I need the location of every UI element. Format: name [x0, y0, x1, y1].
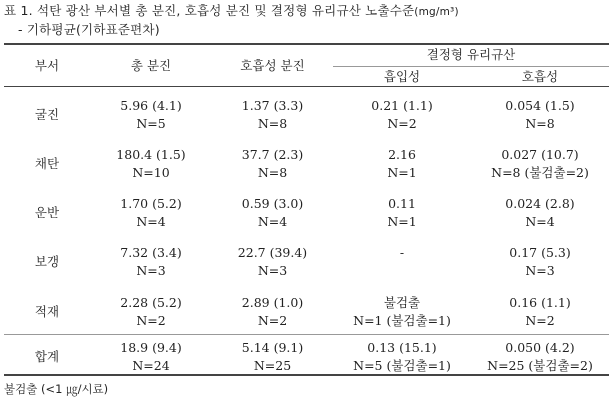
cell-count: N=25 (불검출=2)	[487, 358, 593, 373]
cell-value: 0.59 (3.0)	[241, 196, 304, 211]
cell-value: 7.32 (3.4)	[120, 245, 182, 260]
cell-value: 2.28 (5.2)	[120, 295, 182, 310]
cell-value: -	[399, 245, 405, 260]
row-label: 합계	[34, 349, 60, 364]
header-respirable-silica: 호흡성	[521, 69, 559, 84]
header-total-dust: 총 분진	[130, 58, 172, 73]
cell-count: N=1	[387, 214, 417, 229]
cell-count: N=3	[257, 263, 288, 278]
cell-count: N=4	[525, 214, 555, 229]
cell-count: N=8	[525, 116, 555, 131]
cell-value: 0.024 (2.8)	[505, 196, 575, 211]
cell-count: N=2	[257, 313, 288, 328]
cell-value: 2.89 (1.0)	[241, 295, 304, 310]
cell-count: N=2	[136, 313, 166, 328]
caption-unit: (mg/m³)	[414, 6, 459, 18]
cell-count: N=8	[257, 116, 288, 131]
cell-value: 0.054 (1.5)	[505, 98, 575, 113]
cell-value: 0.050 (4.2)	[505, 340, 575, 355]
header-respirable-dust: 호흡성 분진	[240, 58, 305, 73]
header-crystalline-silica: 결정형 유리규산	[426, 47, 516, 62]
cell-value: 1.37 (3.3)	[241, 98, 304, 113]
cell-count: N=5 (불검출=1)	[353, 358, 451, 373]
row-label: 보갱	[34, 254, 60, 269]
cell-value: 18.9 (9.4)	[120, 340, 182, 355]
cell-count: N=24	[132, 358, 170, 373]
cell-value: 2.16	[388, 147, 416, 162]
table-top-rule	[4, 43, 609, 45]
cell-count: N=5	[136, 116, 166, 131]
cell-value: 5.96 (4.1)	[120, 98, 182, 113]
cell-value: 0.16 (1.1)	[509, 295, 571, 310]
cell-value: 5.14 (9.1)	[241, 340, 304, 355]
cell-count: N=8	[257, 165, 288, 180]
cell-count: N=1	[387, 165, 417, 180]
caption-title	[4, 2, 609, 21]
row-label: 채탄	[34, 156, 60, 171]
cell-value: 0.17 (5.3)	[509, 245, 571, 260]
header-inhalable: 흡입성	[383, 69, 421, 84]
table-footnote: 불검출 (<1 ㎍/시료)	[4, 382, 109, 396]
cell-count: N=3	[525, 263, 555, 278]
cell-count: N=25	[253, 358, 292, 373]
cell-value: 1.70 (5.2)	[120, 196, 182, 211]
table-total-rule	[4, 334, 609, 335]
row-label: 운반	[34, 205, 60, 220]
cell-count: N=4	[257, 214, 288, 229]
cell-value: 0.13 (15.1)	[367, 340, 437, 355]
cell-value: 0.11	[388, 196, 416, 211]
cell-count: N=2	[525, 313, 555, 328]
cell-value: 0.027 (10.7)	[501, 147, 579, 162]
header-dept: 부서	[34, 58, 60, 73]
table-caption	[4, 2, 609, 39]
caption-subtitle: - 기하평균(기하표준편차)	[18, 22, 160, 37]
silica-group-rule	[333, 66, 609, 67]
cell-count: N=1 (불검출=1)	[353, 313, 451, 328]
cell-count: N=4	[136, 214, 166, 229]
cell-count: N=3	[136, 263, 166, 278]
cell-value: 0.21 (1.1)	[371, 98, 433, 113]
cell-count: N=10	[132, 165, 170, 180]
row-label: 굴진	[34, 107, 60, 122]
cell-value: 불검출	[383, 295, 421, 310]
cell-count: N=8 (불검출=2)	[491, 165, 589, 180]
table-header-rule	[4, 86, 609, 87]
cell-count: N=2	[387, 116, 417, 131]
row-label: 적재	[34, 304, 60, 319]
cell-value: 180.4 (1.5)	[116, 147, 186, 162]
caption-title-text: 표 1. 석탄 광산 부서별 총 분진, 호흡성 분진 및 결정형 유리규산 노출수준	[4, 3, 415, 18]
cell-value: 22.7 (39.4)	[237, 245, 308, 260]
cell-value: 37.7 (2.3)	[241, 147, 304, 162]
